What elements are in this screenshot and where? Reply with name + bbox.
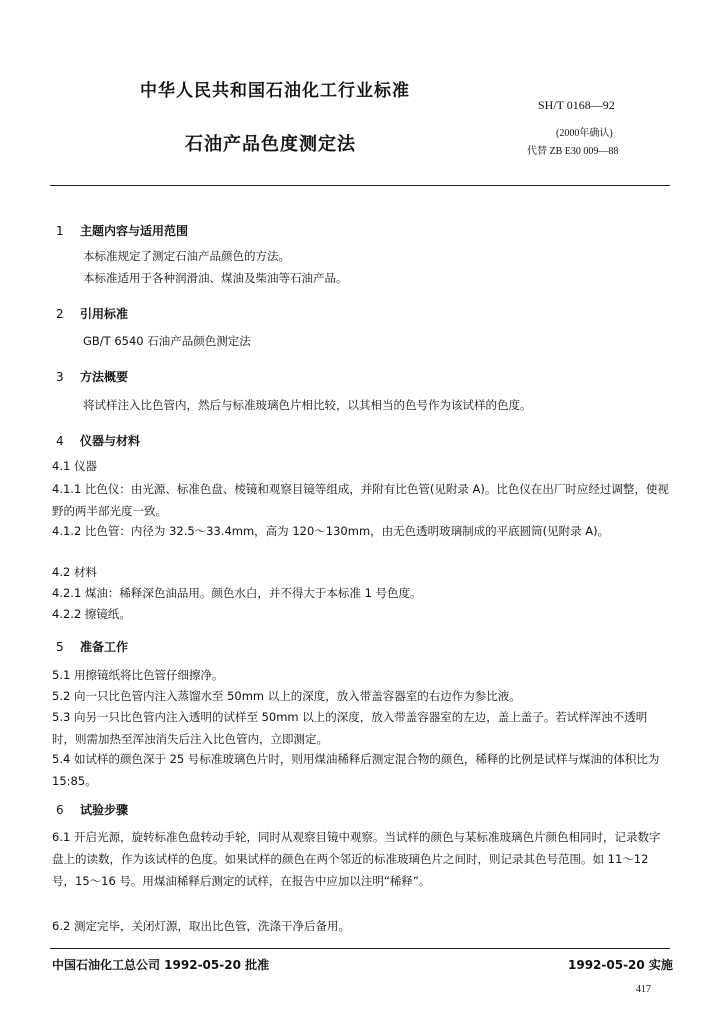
clause: 5.4 如试样的颜色深于 25 号标准玻璃色片时，则用煤油稀释后测定混合物的颜色，稀释的比例是试样与煤油的体积比为 15:85。 [52, 752, 660, 788]
section-title: 方法概要 [80, 370, 129, 384]
section-number: 1 [56, 224, 64, 238]
clause: 4.1.1 比色仪：由光源、标准色盘、棱镜和观察目镜等组成，并附有比色管(见附录 A)。比色仪在出厂时应经过调整，使视野的两半部光度一致。 [52, 482, 669, 518]
implementation-line: 1992-05-20 实施 [568, 958, 673, 972]
paragraph: 将试样注入比色管内，然后与标准玻璃色片相比较，以其相当的色号作为该试样的色度。 [83, 398, 532, 412]
section-title: 引用标准 [80, 307, 129, 321]
clause: 4.2.1 煤油：稀释深色油品用。颜色水白，并不得大于本标准 1 号色度。 [52, 586, 422, 600]
section-number: 3 [56, 370, 64, 384]
clause: 4.2.2 擦镜纸。 [52, 607, 131, 621]
section-title: 准备工作 [80, 640, 129, 654]
section-number: 5 [56, 640, 64, 654]
section-number: 2 [56, 307, 64, 321]
section-title: 仪器与材料 [80, 434, 141, 448]
clause: 4.2 材料 [52, 565, 97, 579]
section-title: 主题内容与适用范围 [80, 224, 189, 238]
page-number: 417 [636, 984, 651, 995]
clause: 5.2 向一只比色管内注入蒸馏水至 50mm 以上的深度，放入带盖容器室的右边作为参比液。 [52, 689, 521, 703]
paragraph: 本标准适用于各种润滑油、煤油及柴油等石油产品。 [83, 271, 348, 285]
section-heading [56, 638, 128, 655]
document-title: 石油产品色度测定法 [185, 134, 356, 155]
clause: 4.1 仪器 [52, 459, 97, 473]
clause: 6.2 测定完毕，关闭灯源，取出比色管，洗涤干净后备用。 [52, 919, 350, 933]
section-number: 4 [56, 434, 64, 448]
replaces-note: 代替 ZB E30 009—88 [527, 146, 619, 157]
header-divider [50, 185, 670, 186]
clause: 4.1.2 比色管：内径为 32.5～33.4mm，高为 120～130mm，由无色透明玻璃制成的平底圆筒(见附录 A)。 [52, 524, 610, 538]
standard-code: SH/T 0168—92 [538, 98, 615, 112]
section-heading [56, 368, 128, 385]
section-number: 6 [56, 803, 64, 817]
approval-line: 中国石油化工总公司 1992-05-20 批准 [52, 958, 270, 972]
clause: 6.1 开启光源，旋转标准色盘转动手轮，同时从观察目镜中观察。当试样的颜色与某标准玻璃色片颜色相同时，记录数字盘上的读数，作为该试样的色度。如果试样的颜色在两个邻近的标准玻璃色片之间时，则记录其色号范围。如 11～12 号，15～16 号。用煤油稀释后测定的试样，在报告中应加以注明“稀释”。 [52, 830, 661, 888]
reaffirmed-note: (2000年确认) [556, 128, 613, 139]
section-heading [56, 305, 128, 322]
standard-category-title: 中华人民共和国石油化工行业标准 [140, 81, 410, 101]
paragraph: 本标准规定了测定石油产品颜色的方法。 [83, 249, 290, 263]
clause: 5.3 向另一只比色管内注入透明的试样至 50mm 以上的深度，放入带盖容器室的左边，盖上盖子。若试样浑浊不透明时，则需加热至浑浊消失后注入比色管内，立即测定。 [52, 710, 648, 746]
clause: 5.1 用擦镜纸将比色管仔细擦净。 [52, 668, 224, 682]
section-heading [56, 801, 128, 818]
reference-standard: GB/T 6540 石油产品颜色测定法 [83, 334, 251, 348]
section-title: 试验步骤 [80, 803, 129, 817]
section-heading [56, 432, 140, 449]
section-heading [56, 222, 188, 239]
footer-divider [50, 948, 670, 949]
